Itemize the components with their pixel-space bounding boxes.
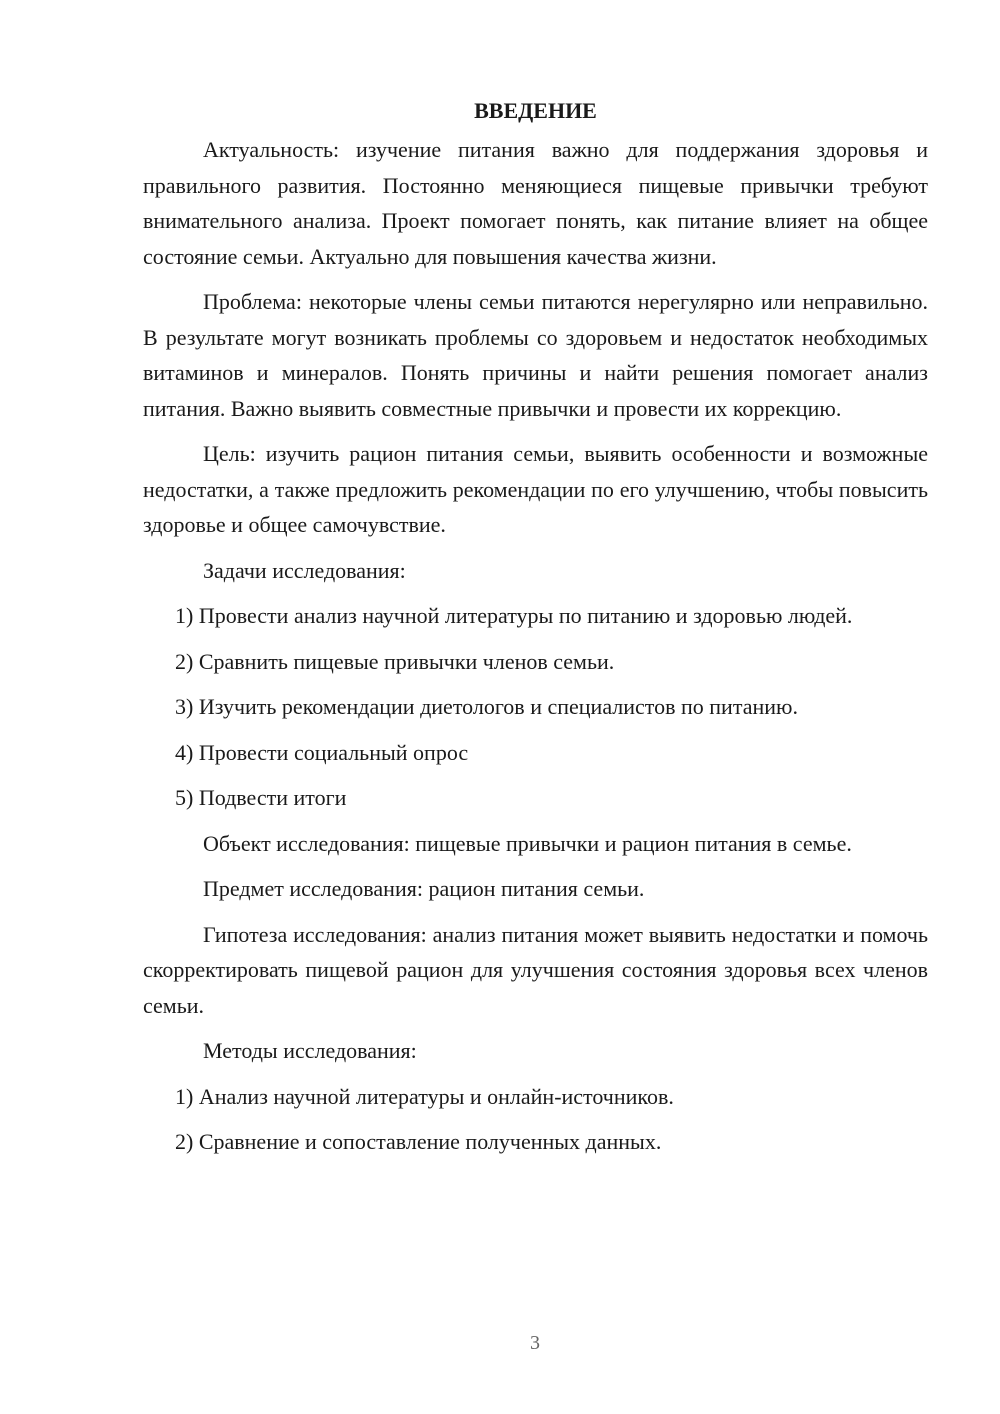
task-item-5: 5) Подвести итоги [175,785,347,810]
goal-paragraph: Цель: изучить рацион питания семьи, выявить особенности и возможные недостатки, а также предложить рекомендации по его улучшению, чтобы повысить здоровье и общее самочувствие. [143,441,928,537]
task-item-2: 2) Сравнить пищевые привычки членов семьи. [175,648,615,674]
hypothesis-paragraph: Гипотеза исследования: анализ питания может выявить недостатки и помочь скорректировать пищевой рацион для улучшения состояния здоровья всех членов семьи. [143,921,928,1018]
page-number: 3 [530,1332,540,1354]
problem-paragraph: Проблема: некоторые члены семьи питаются нерегулярно или неправильно. В результате могут возникать проблемы со здоровьем и недостаток необходимых витаминов и минералов. Понять причины и найти решения помогает анализ питания. Важно выявить совместные привычки и провести их коррекцию. [143,289,928,421]
method-item-1: 1) Анализ научной литературы и онлайн-источников. [175,1083,674,1109]
methods-title: Методы исследования: [203,1038,417,1063]
subject-paragraph: Предмет исследования: рацион питания семьи. [203,876,645,901]
section-heading: ВВЕДЕНИЕ [474,98,597,123]
method-item-2: 2) Сравнение и сопоставление полученных данных. [175,1129,662,1154]
relevance-paragraph: Актуальность: изучение питания важно для поддержания здоровья и правильного развития. Постоянно меняющиеся пищевые привычки требуют внимательного анализа. Проект помогает понять, как питание влияет на общее состояние семьи. Актуально для повышения качества жизни. [143,137,928,269]
task-item-4: 4) Провести социальный опрос [175,739,469,765]
task-item-3: 3) Изучить рекомендации диетологов и специалистов по питанию. [175,694,798,719]
tasks-title: Задачи исследования: [203,557,406,583]
task-item-1: 1) Провести анализ научной литературы по питанию и здоровью людей. [175,603,853,628]
document-body [143,96,928,1170]
object-paragraph: Объект исследования: пищевые привычки и рацион питания в семье. [203,830,852,856]
